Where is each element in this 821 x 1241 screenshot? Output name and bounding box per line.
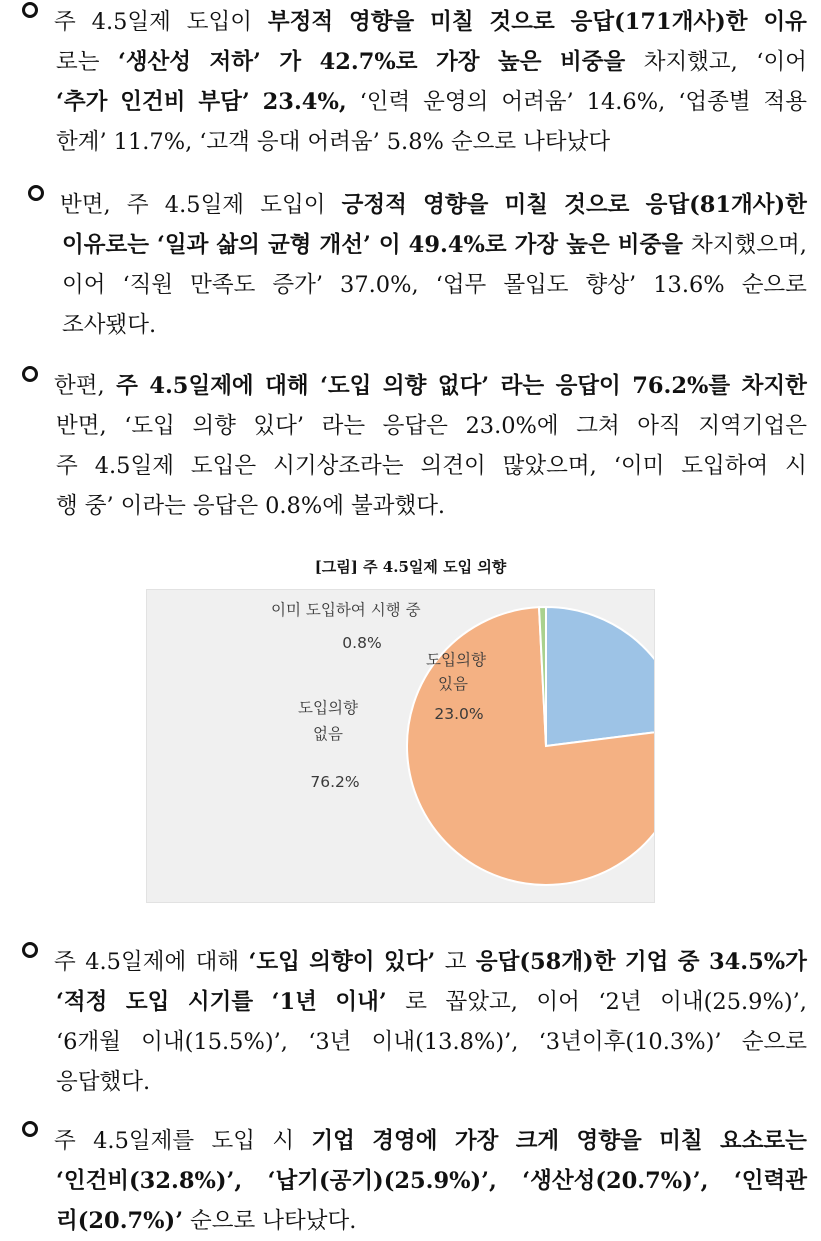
word: ‘인력 bbox=[359, 89, 411, 115]
word: ‘업종별 bbox=[678, 89, 751, 115]
word: 그쳐 bbox=[576, 413, 620, 439]
word: 5.8% bbox=[386, 129, 444, 155]
word: 어려움’ bbox=[307, 129, 380, 155]
word: ‘인력관 bbox=[733, 1168, 807, 1194]
paragraph-adoption-timing bbox=[22, 942, 807, 1102]
word: 지역기업은 bbox=[698, 413, 807, 439]
paragraph-line bbox=[28, 185, 807, 225]
paragraph-line bbox=[28, 265, 807, 305]
word: 경영에 bbox=[372, 1128, 438, 1154]
word: ‘납기(공기)(25.9%)’, bbox=[267, 1168, 497, 1194]
circle-bullet-icon bbox=[22, 942, 38, 958]
paragraph-line bbox=[22, 1201, 807, 1241]
word: 76.2%를 bbox=[632, 373, 731, 399]
word: 가장 bbox=[514, 232, 559, 258]
word: 중 bbox=[677, 949, 700, 975]
pie-category-label: 이미 도입하여 시행 중 bbox=[271, 601, 421, 619]
word: ‘1년 bbox=[271, 989, 317, 1015]
word: 주 bbox=[126, 192, 149, 218]
word: 개선’ bbox=[319, 232, 371, 258]
word: 높은 bbox=[498, 49, 542, 75]
word: 주 bbox=[54, 1128, 76, 1154]
word: 라는 bbox=[321, 413, 366, 439]
word: 응답이 bbox=[555, 373, 621, 399]
word: 시 bbox=[785, 453, 807, 479]
pie-chart-area bbox=[146, 589, 655, 903]
word: 요소로는 bbox=[719, 1128, 807, 1154]
pie-value-label: 76.2% bbox=[310, 773, 360, 791]
word: 주 bbox=[56, 453, 78, 479]
paragraph-line bbox=[22, 446, 807, 486]
word: 의견이 bbox=[420, 453, 486, 479]
word: ‘도입 bbox=[124, 413, 175, 439]
circle-bullet-icon bbox=[22, 366, 38, 382]
word: ‘이미 bbox=[613, 453, 665, 479]
word: 의향이 bbox=[309, 949, 375, 975]
paragraph-line bbox=[22, 406, 807, 446]
word: 인건비 bbox=[120, 89, 186, 115]
word: 의향 bbox=[192, 413, 236, 439]
word: 도입 bbox=[125, 989, 170, 1015]
word: 증가’ bbox=[272, 272, 323, 298]
word: 것으로 bbox=[564, 192, 630, 218]
word: 순으로 bbox=[741, 272, 807, 298]
word: ‘도입 bbox=[320, 373, 372, 399]
word: ‘직원 bbox=[122, 272, 174, 298]
word: ‘2년 bbox=[598, 989, 642, 1015]
word: 로는 bbox=[56, 49, 100, 75]
word: 기업 bbox=[311, 1128, 355, 1154]
word: 이내’ bbox=[335, 989, 387, 1015]
word: ‘생산성(20.7%)’, bbox=[522, 1168, 709, 1194]
word: 운영의 bbox=[423, 89, 489, 115]
word: 4.5일제에 bbox=[149, 373, 254, 399]
word: 이 bbox=[378, 232, 401, 258]
paragraph-intention-overview bbox=[22, 366, 807, 526]
word: 34.5%가 bbox=[708, 949, 807, 975]
word: 반면, bbox=[56, 413, 107, 439]
word: 한편, bbox=[54, 373, 105, 399]
circle-bullet-icon bbox=[28, 185, 44, 201]
word: 가장 bbox=[454, 1128, 499, 1154]
word: 14.6%, bbox=[586, 89, 666, 115]
word: 부담’ bbox=[198, 89, 250, 115]
word: 0.8%에 bbox=[265, 493, 344, 519]
word: 반면, bbox=[60, 192, 111, 218]
word: 긍정적 bbox=[341, 192, 407, 218]
word: 영향을 bbox=[423, 192, 489, 218]
word: 42.7%로 bbox=[319, 49, 418, 75]
word: 이유로는 bbox=[62, 232, 149, 258]
word: 아직 bbox=[637, 413, 681, 439]
word: 시 bbox=[272, 1128, 295, 1154]
word: 많았으며, bbox=[502, 453, 597, 479]
word: 꼽았고, bbox=[445, 989, 518, 1015]
word: 삶의 bbox=[216, 232, 260, 258]
word: 기업 bbox=[624, 949, 669, 975]
word: 만족도 bbox=[190, 272, 256, 298]
word: 비중을 bbox=[559, 49, 626, 75]
pie-category-label: 있음 bbox=[438, 675, 468, 693]
word: 4.5일제 bbox=[91, 9, 171, 35]
word: 대해 bbox=[195, 949, 240, 975]
word: 13.6% bbox=[653, 272, 725, 298]
pie-slice bbox=[546, 607, 654, 746]
word: ‘업무 bbox=[435, 272, 487, 298]
word: 차지했으며, bbox=[691, 232, 807, 258]
word: 도입이 bbox=[260, 192, 326, 218]
paragraph-line bbox=[22, 82, 807, 122]
word: 한계’ bbox=[56, 129, 107, 155]
word: 차지한 bbox=[741, 373, 807, 399]
word: 고 bbox=[444, 949, 467, 975]
word: 비중을 bbox=[617, 232, 683, 258]
word: 응대 bbox=[256, 129, 301, 155]
word: 이라는 bbox=[120, 493, 186, 519]
word: 4.5일제 bbox=[94, 453, 174, 479]
word: 응답(171개사)한 bbox=[570, 9, 748, 35]
word: 향상’ bbox=[585, 272, 637, 298]
word: 부정적 bbox=[267, 9, 334, 35]
paragraph-positive-reasons bbox=[28, 185, 807, 345]
word: 가 bbox=[279, 49, 302, 75]
word: 중’ bbox=[84, 493, 114, 519]
word: 조사됐다. bbox=[62, 312, 157, 338]
word: ‘도입 bbox=[248, 949, 300, 975]
word: 없다’ bbox=[437, 373, 490, 399]
word: 어려움’ bbox=[501, 89, 574, 115]
word: 주 bbox=[54, 949, 76, 975]
word: 대해 bbox=[265, 373, 309, 399]
word: 49.4%로 bbox=[408, 232, 507, 258]
word: 균형 bbox=[267, 232, 312, 258]
word: 주 bbox=[116, 373, 138, 399]
word: 있다’ bbox=[383, 949, 436, 975]
word: 리(20.7%)’ bbox=[56, 1208, 184, 1234]
word: 11.7%, bbox=[113, 129, 193, 155]
word: 응답은 bbox=[192, 493, 259, 519]
word: 불과했다. bbox=[350, 493, 446, 519]
word: 4.5일제에 bbox=[85, 949, 187, 975]
paragraph-line bbox=[28, 305, 807, 345]
word: 영향을 bbox=[576, 1128, 642, 1154]
word: ‘고객 bbox=[199, 129, 250, 155]
paragraph-line bbox=[22, 1062, 807, 1102]
word: 응답은 bbox=[382, 413, 448, 439]
word: 이내(25.9%)’, bbox=[660, 989, 807, 1015]
pie-category-label: 없음 bbox=[313, 725, 343, 743]
word: 응답(81개사)한 bbox=[645, 192, 807, 218]
word: 응답(58개)한 bbox=[475, 949, 616, 975]
word: 순으로 bbox=[450, 129, 517, 155]
word: 행 bbox=[56, 493, 78, 519]
word: 이어 bbox=[536, 989, 580, 1015]
word: 응답했다. bbox=[56, 1069, 151, 1095]
word: 도입하여 bbox=[681, 453, 769, 479]
word: ‘일과 bbox=[157, 232, 209, 258]
paragraph-line bbox=[22, 2, 807, 42]
paragraph-line bbox=[28, 225, 807, 265]
circle-bullet-icon bbox=[22, 1121, 38, 1137]
paragraph-line bbox=[22, 1022, 807, 1062]
word: 높은 bbox=[566, 232, 610, 258]
paragraph-management-factors bbox=[22, 1121, 807, 1241]
word: 이내(13.8%)’, bbox=[371, 1029, 519, 1055]
word: 도입 bbox=[211, 1128, 255, 1154]
paragraph-line bbox=[22, 1121, 807, 1161]
pie-value-label: 0.8% bbox=[342, 634, 382, 652]
word: 주 bbox=[54, 9, 76, 35]
pie-value-label: 23.0% bbox=[434, 705, 484, 723]
paragraph-line bbox=[22, 942, 807, 982]
paragraph-line bbox=[22, 122, 807, 162]
figure-title: [그림] 주 4.5일제 도입 의향 bbox=[314, 558, 507, 576]
word: 4.5일제 bbox=[164, 192, 245, 218]
word: 몰입도 bbox=[503, 272, 569, 298]
word: 것으로 bbox=[489, 9, 555, 35]
word: ‘3년이후(10.3%)’ bbox=[538, 1029, 722, 1055]
word: 있다’ bbox=[253, 413, 305, 439]
word: 시기를 bbox=[187, 989, 254, 1015]
paragraph-negative-reasons bbox=[22, 2, 807, 162]
pie-category-label: 도입의향 bbox=[298, 699, 358, 717]
word: ‘이어 bbox=[756, 49, 807, 75]
word: 미칠 bbox=[430, 9, 474, 35]
word: 미칠 bbox=[659, 1128, 703, 1154]
word: ‘인건비(32.8%)’, bbox=[56, 1168, 243, 1194]
paragraph-line bbox=[22, 366, 807, 406]
word: 시기상조라는 bbox=[273, 453, 404, 479]
word: 이유 bbox=[763, 9, 807, 35]
word: 미칠 bbox=[504, 192, 548, 218]
word: 37.0%, bbox=[340, 272, 419, 298]
word: 로 bbox=[405, 989, 427, 1015]
word: 나타났다. bbox=[262, 1208, 357, 1234]
word: 가장 bbox=[436, 49, 480, 75]
word: 이내(15.5%)’, bbox=[141, 1029, 288, 1055]
word: 순으로 bbox=[190, 1208, 256, 1234]
word: 4.5일제를 bbox=[93, 1128, 195, 1154]
paragraph-line bbox=[22, 1161, 807, 1201]
word: ‘생산성 bbox=[117, 49, 192, 75]
word: 저하’ bbox=[209, 49, 261, 75]
pie-category-label: 도입의향 bbox=[426, 651, 486, 669]
word: ‘추가 bbox=[56, 89, 108, 115]
word: 나타났다 bbox=[523, 129, 611, 155]
word: 적용 bbox=[763, 89, 807, 115]
pie-chart bbox=[147, 590, 654, 902]
word: 이어 bbox=[62, 272, 106, 298]
word: 차지했고, bbox=[643, 49, 738, 75]
word: ‘6개월 bbox=[56, 1029, 121, 1055]
word: 라는 bbox=[500, 373, 545, 399]
word: 도입은 bbox=[190, 453, 257, 479]
word: 23.4%, bbox=[262, 89, 347, 115]
paragraph-line bbox=[22, 42, 807, 82]
word: 의향 bbox=[382, 373, 427, 399]
word: ‘3년 bbox=[308, 1029, 352, 1055]
word: 영향을 bbox=[349, 9, 415, 35]
word: 순으로 bbox=[741, 1029, 807, 1055]
word: 크게 bbox=[515, 1128, 560, 1154]
paragraph-line bbox=[22, 486, 807, 526]
circle-bullet-icon bbox=[22, 2, 38, 18]
word: ‘적정 bbox=[56, 989, 108, 1015]
paragraph-line bbox=[22, 982, 807, 1022]
word: 23.0%에 bbox=[465, 413, 559, 439]
word: 도입이 bbox=[186, 9, 253, 35]
